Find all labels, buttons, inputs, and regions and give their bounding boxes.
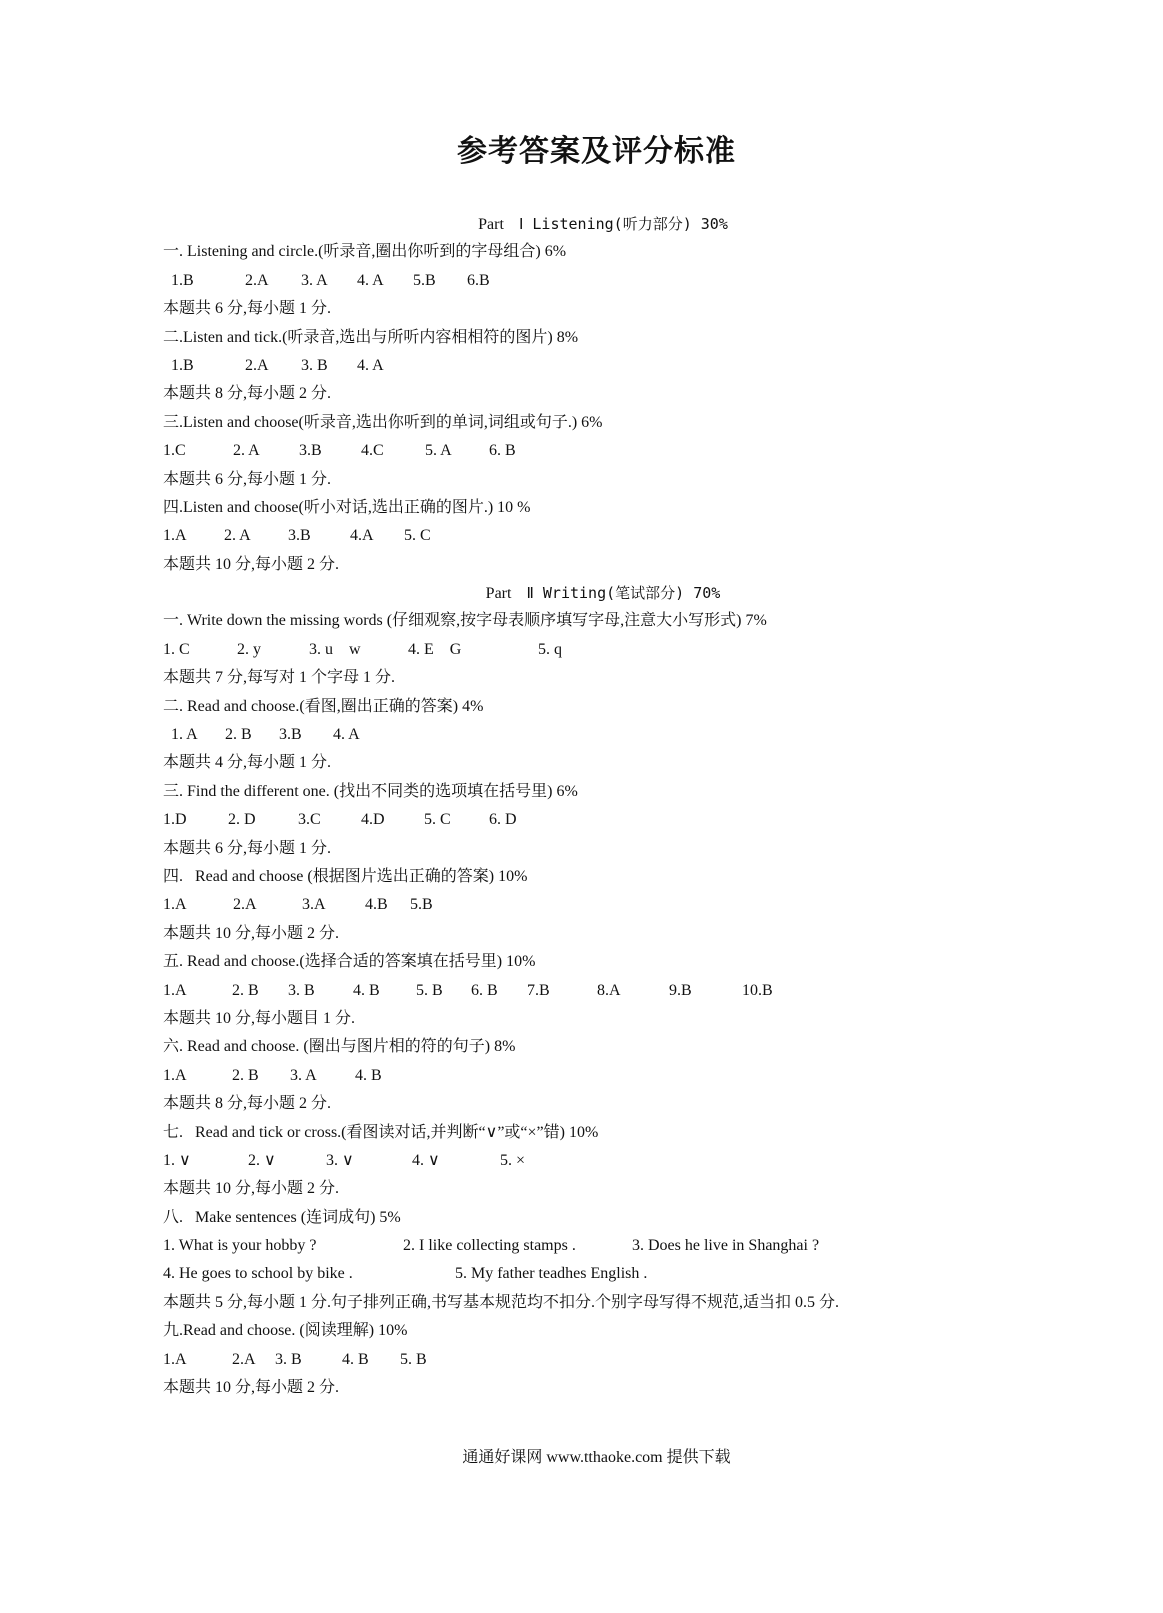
- section-heading: 一. Listening and circle.(听录音,圈出你听到的字母组合) 6%: [163, 243, 567, 261]
- answer-item: 4.B: [365, 896, 388, 914]
- sentence-item: 5. My father teadhes English .: [455, 1265, 648, 1283]
- answer-item: 6.B: [467, 271, 490, 289]
- answer-key-content: [163, 210, 1123, 1402]
- part-1-title: Ⅰ Listening(听力部分) 30%: [518, 215, 728, 233]
- answer-item: 1.D: [163, 811, 187, 829]
- answer-item: 3.C: [298, 811, 321, 829]
- answer-row: [163, 437, 1123, 465]
- sentence-row: [163, 1232, 1123, 1260]
- answer-item: 5.B: [410, 896, 433, 914]
- sentence-item: 3. Does he live in Shanghai ?: [632, 1237, 820, 1255]
- sentence-item: 1. What is your hobby ?: [163, 1237, 317, 1255]
- score-note: 本题共 6 分,每小题 1 分.: [163, 470, 332, 488]
- answer-item: 1.A: [163, 1066, 187, 1084]
- section-heading: 一. Write down the missing words (仔细观察,按字母表顺序填写字母,注意大小写形式) 7%: [163, 612, 767, 630]
- answer-item: 6. B: [471, 981, 498, 999]
- answer-item: 2.A: [245, 356, 269, 374]
- answer-item: 4.C: [361, 442, 384, 460]
- score-note: 本题共 8 分,每小题 2 分.: [163, 1095, 332, 1113]
- answer-item: 4.A: [350, 527, 374, 545]
- answer-item: 5. C: [404, 527, 431, 545]
- answer-row: [163, 522, 1123, 550]
- answer-item: 3.A: [302, 896, 326, 914]
- answer-item: 5.B: [413, 271, 436, 289]
- answer-item: 5. q: [538, 640, 562, 658]
- answer-item: 2. B: [232, 981, 259, 999]
- section-heading: 六. Read and choose. (圈出与图片相的符的句子) 8%: [163, 1038, 516, 1056]
- answer-item: 4. E G: [408, 640, 462, 658]
- answer-item: 3. A: [290, 1066, 317, 1084]
- answer-item: 6. D: [489, 811, 517, 829]
- section-heading: 七. Read and tick or cross.(看图读对话,并判断“∨”或“×”错) 10%: [163, 1123, 599, 1141]
- section-heading: 二.Listen and tick.(听录音,选出与所听内容相相符的图片) 8%: [163, 328, 579, 346]
- answer-item: 2.A: [232, 1350, 256, 1368]
- section-heading: 五. Read and choose.(选择合适的答案填在括号里) 10%: [163, 953, 536, 971]
- footer-credit: 通通好课网 www.tthaoke.com 提供下载: [462, 1449, 731, 1466]
- answer-row: [163, 977, 1123, 1005]
- answer-item: 3. ∨: [326, 1151, 354, 1169]
- answer-item: 5. A: [425, 442, 452, 460]
- answer-row: [163, 1062, 1123, 1090]
- score-note: 本题共 10 分,每小题 2 分.: [163, 1379, 340, 1397]
- sentence-item: 2. I like collecting stamps .: [403, 1237, 576, 1255]
- answer-item: 1. C: [163, 640, 190, 658]
- answer-item: 9.B: [669, 981, 692, 999]
- section-heading: 四.Listen and choose(听小对话,选出正确的图片.) 10 %: [163, 498, 531, 516]
- answer-item: 2. A: [233, 442, 260, 460]
- answer-item: 10.B: [742, 981, 773, 999]
- answer-item: 4. B: [353, 981, 380, 999]
- answer-item: 5. B: [416, 981, 443, 999]
- score-note: 本题共 10 分,每小题 2 分.: [163, 924, 340, 942]
- answer-item: 2. B: [232, 1066, 259, 1084]
- answer-item: 2. B: [225, 726, 252, 744]
- score-note: 本题共 6 分,每小题 1 分.: [163, 300, 332, 318]
- answer-item: 1.B: [171, 356, 194, 374]
- answer-row: [163, 636, 1123, 664]
- answer-row: [163, 806, 1123, 834]
- answer-item: 2. A: [224, 527, 251, 545]
- answer-item: 3.B: [288, 527, 311, 545]
- section-heading: 二. Read and choose.(看图,圈出正确的答案) 4%: [163, 697, 484, 715]
- answer-item: 1.A: [163, 896, 187, 914]
- answer-item: 5. ×: [500, 1151, 526, 1169]
- page-title: 参考答案及评分标准: [457, 135, 736, 168]
- answer-item: 1.C: [163, 442, 186, 460]
- answer-item: 2. D: [228, 811, 256, 829]
- score-note: 本题共 10 分,每小题 2 分.: [163, 555, 340, 573]
- score-note: 本题共 10 分,每小题 2 分.: [163, 1180, 340, 1198]
- answer-item: 3. B: [301, 356, 328, 374]
- answer-item: 5. C: [424, 811, 451, 829]
- answer-item: 1. ∨: [163, 1151, 191, 1169]
- answer-item: 8.A: [597, 981, 621, 999]
- answer-item: 4. A: [357, 271, 384, 289]
- answer-item: 1.A: [163, 527, 187, 545]
- score-note: 本题共 8 分,每小题 2 分.: [163, 385, 332, 403]
- answer-row: [163, 352, 1123, 380]
- score-note: 本题共 7 分,每写对 1 个字母 1 分.: [163, 669, 396, 687]
- part-1-label: Part: [478, 216, 504, 233]
- answer-item: 1. A: [171, 726, 198, 744]
- answer-item: 4. B: [355, 1066, 382, 1084]
- answer-row: [163, 721, 1123, 749]
- part-1-heading: [163, 210, 1123, 238]
- answer-item: 2.A: [245, 271, 269, 289]
- section-heading: 三. Find the different one. (找出不同类的选项填在括号里) 6%: [163, 782, 578, 800]
- section-heading: 九.Read and choose. (阅读理解) 10%: [163, 1322, 408, 1340]
- answer-item: 3. B: [275, 1350, 302, 1368]
- answer-row: [163, 267, 1123, 295]
- sentence-row: [163, 1260, 1123, 1288]
- answer-item: 4. A: [357, 356, 384, 374]
- answer-item: 1.B: [171, 271, 194, 289]
- section-heading: 三.Listen and choose(听录音,选出你听到的单词,词组或句子.) 6%: [163, 413, 603, 431]
- answer-item: 2.A: [233, 896, 257, 914]
- answer-item: 4. A: [333, 726, 360, 744]
- score-note: 本题共 10 分,每小题目 1 分.: [163, 1009, 356, 1027]
- answer-item: 3. u w: [309, 640, 361, 658]
- answer-item: 1.A: [163, 981, 187, 999]
- answer-row: [163, 1346, 1123, 1374]
- answer-item: 3. A: [301, 271, 328, 289]
- answer-item: 4. B: [342, 1350, 369, 1368]
- score-note: 本题共 4 分,每小题 1 分.: [163, 754, 332, 772]
- answer-item: 2. ∨: [248, 1151, 276, 1169]
- part-2-label: Part: [485, 585, 512, 603]
- answer-item: 4.D: [361, 811, 385, 829]
- answer-item: 2. y: [237, 640, 261, 658]
- section-heading: 八. Make sentences (连词成句) 5%: [163, 1208, 401, 1226]
- answer-item: 1.A: [163, 1350, 187, 1368]
- answer-item: 3. B: [288, 981, 315, 999]
- score-note: 本题共 5 分,每小题 1 分.句子排列正确,书写基本规范均不扣分.个别字母写得不规范,适当扣 0.5 分.: [163, 1293, 840, 1311]
- answer-item: 7.B: [527, 981, 550, 999]
- answer-item: 4. ∨: [412, 1151, 440, 1169]
- answer-item: 5. B: [400, 1350, 427, 1368]
- answer-item: 3.B: [279, 726, 302, 744]
- answer-row: [163, 891, 1123, 919]
- part-2-heading: [163, 579, 1123, 607]
- answer-item: 3.B: [299, 442, 322, 460]
- score-note: 本题共 6 分,每小题 1 分.: [163, 839, 332, 857]
- answer-item: 6. B: [489, 442, 516, 460]
- answer-row: [163, 1147, 1123, 1175]
- part-2-title: Ⅱ Writing(笔试部分) 70%: [526, 584, 721, 603]
- section-heading: 四. Read and choose (根据图片选出正确的答案) 10%: [163, 867, 528, 885]
- sentence-item: 4. He goes to school by bike .: [163, 1265, 353, 1283]
